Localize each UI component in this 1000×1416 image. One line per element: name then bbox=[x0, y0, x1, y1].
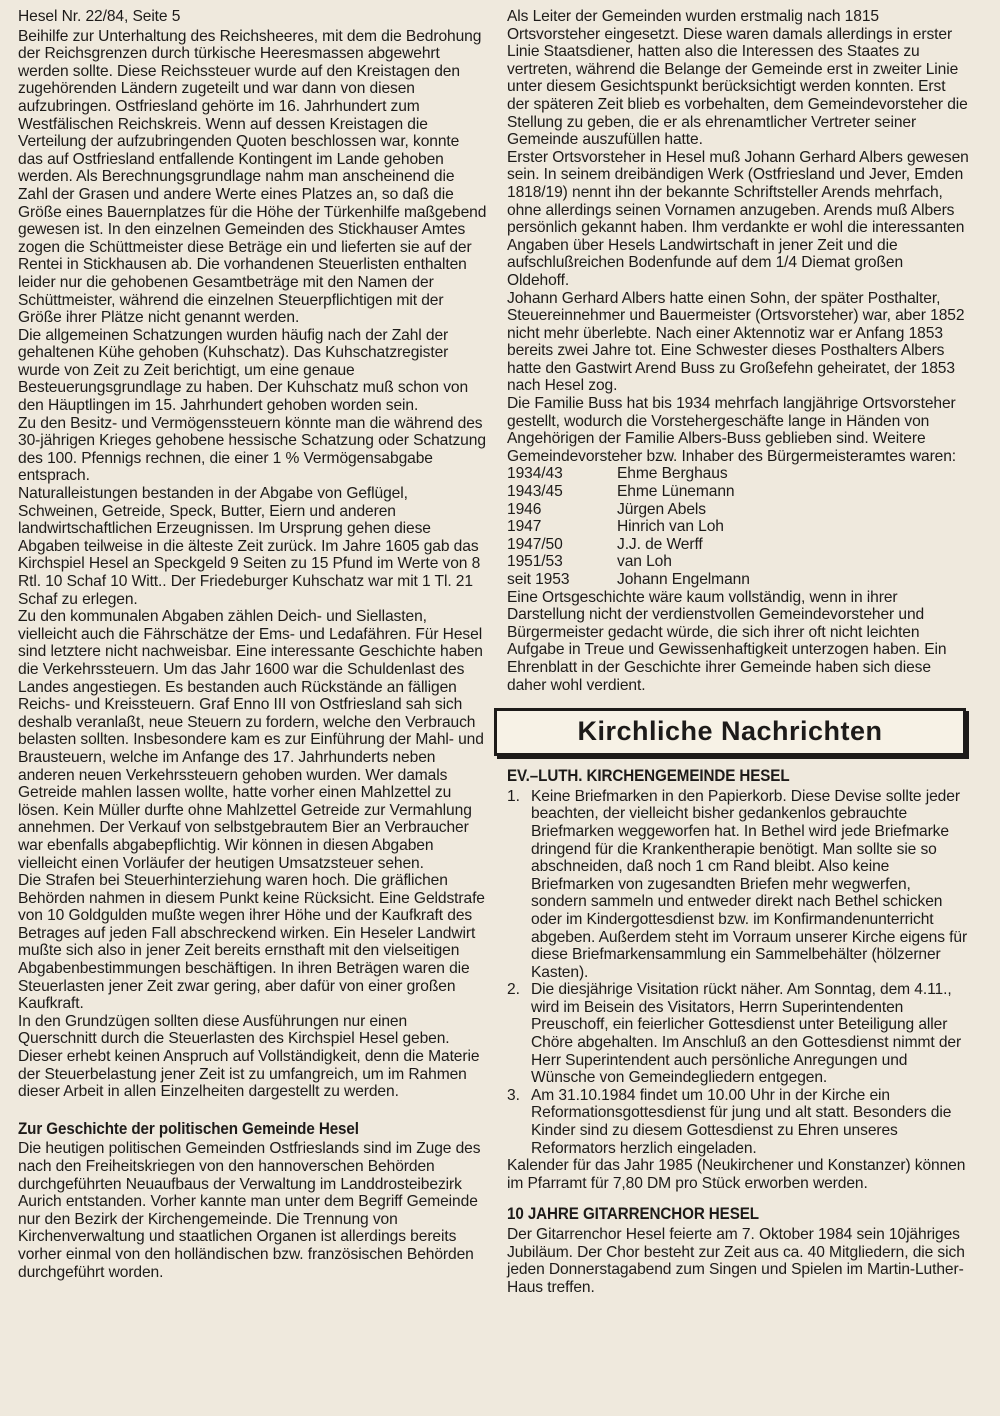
office-holders-list bbox=[507, 465, 969, 588]
item-number: 1. bbox=[507, 787, 520, 805]
office-name: Ehme Berghaus bbox=[617, 465, 728, 483]
office-years: seit 1953 bbox=[507, 571, 570, 588]
paragraph: Der Gitarrenchor Hesel feierte am 7. Oktober 1984 sein 10jähriges Jubiläum. Der Chor besteht zur Zeit aus ca. 40 Mitgliedern, die sich jeden Donnerstagabend zum Singen und Spielen im Martin-Luther-Haus treffen. bbox=[507, 1226, 965, 1296]
item-number: 3. bbox=[507, 1086, 520, 1104]
right-column bbox=[507, 8, 969, 1296]
item-text: Die diesjährige Visitation rückt näher. Am Sonntag, dem 4.11., wird im Beisein des Visitators, Herrn Superintendenten Preuschoff, ein feierlicher Gottesdienst unter Beteiligung aller Chöre abgehalten. Im Anschluß an den Gottesdienst nimmt der Herr Superintendent auch persönliche Anregungen und Wünsche von Gemeindegliedern entgegen. bbox=[531, 981, 962, 1087]
political-community-section bbox=[18, 1140, 488, 1281]
item-text: Keine Briefmarken in den Papierkorb. Diese Devise sollte jeder beachten, der vielleicht bisher gedankenlos gebrauchte Briefmarken weggeworfen hat. In Bethel wird jede Briefmarke dringend für die Krankentherapie benötigt. Man sollte sie so abschneiden, daß noch 1 cm Rand bleibt. Also keine Briefmarken von zugesandten Briefen mehr wegwerfen, sondern sammeln und entweder direkt nach Bethel schicken oder im Kindergottesdienst bzw. im Konfirmandenunterricht abgeben. Außerdem steht im Vorraum unserer Kirche eigens für diese Briefmarkensammlung ein Sammelbehälter (hölzerner Kasten). bbox=[531, 787, 968, 981]
office-holder-row bbox=[507, 483, 969, 501]
left-column bbox=[18, 8, 488, 1281]
paragraph: Die allgemeinen Schatzungen wurden häufig nach der Zahl der gehaltenen Kühe gehoben (Kuhschatz). Das Kuhschatzregister wurde von Zeit zu Zeit berichtigt, um eine genaue Besteuerungsgrundlage zu haben. Der Kuhschatz muß schon von den Häuptlingen im 15. Jahrhundert gehoben worden sein. bbox=[18, 326, 469, 415]
list-item bbox=[507, 1087, 969, 1157]
office-holder-row bbox=[507, 465, 969, 483]
paragraph: In den Grundzügen sollten diese Ausführungen nur einen Querschnitt durch die Steuerlasten des Kirchspiel Hesel geben. Dieser erhebt keinen Anspruch auf Vollständigkeit, denn die Materie der Steuerbelastung jener Zeit ist zu umfangreich, um im Rahmen dieser Arbeit in allen Einzelheiten dargestellt zu werden. bbox=[18, 1012, 480, 1101]
office-holder-row bbox=[507, 501, 969, 519]
paragraph: Eine Ortsgeschichte wäre kaum vollständig, wenn in ihrer Darstellung nicht der verdienstvollen Gemeindevorsteher und Bürgermeister gedacht würde, die sich ihrer oft nicht leichten Aufgabe in Treue und Gewissenhaftigkeit unterzogen haben. Ein Ehrenblatt in der Geschichte ihrer Gemeinde haben sich diese daher wohl verdient. bbox=[507, 588, 947, 694]
page-header: Hesel Nr. 22/84, Seite 5 bbox=[18, 8, 181, 25]
paragraph: Die Familie Buss hat bis 1934 mehrfach langjährige Ortsvorsteher gestellt, wodurch die Vorstehergeschäfte lange in Händen von Angehörigen der Familie Albers-Buss geblieben sind. Weitere Gemeindevorsteher bzw. Inhaber des Bürgermeisteramtes waren: bbox=[507, 395, 957, 465]
banner-title: Kirchliche Nachrichten bbox=[577, 716, 883, 747]
office-holder-row bbox=[507, 553, 969, 571]
tax-history-section bbox=[18, 28, 488, 1101]
office-years: 1943/45 bbox=[507, 483, 563, 501]
paragraph: Zu den kommunalen Abgaben zählen Deich- und Siellasten, vielleicht auch die Fährschätze der Ems- und Ledafähren. Für Hesel sind letztere nicht nachweisbar. Eine interessante Geschichte haben die Verkehrssteuern. Um das Jahr 1600 war die Schuldenlast des Landes angestiegen. Es bestanden auch Rückstände an fälligen Reichs- und Kreissteuern. Graf Enno III von Ostfriesland sah sich deshalb veranlaßt, neue Steuern zu fordern, welche den Verbrauch belasten sollten. Insbesondere kam es zur Einführung der Mahl- und Brausteuern, welche im Anfange des 17. Jahrhunderts neben anderen neuen Verkehrssteuern gehoben wurden. Wer damals Getreide mahlen lassen wollte, hatte vorher einen Mahlzettel zu lösen. Kein Müller durfte ohne Mahlzettel Getreide zur Vermahlung annehmen. Der Verkauf von selbstgebrautem Bier an Verbraucher war ebenfalls abgabepflichtig. Wir können in diesen Abgaben vielleicht einen Vorläufer der heutigen Umsatzsteuer sehen. bbox=[18, 608, 484, 872]
office-name: Jürgen Abels bbox=[617, 500, 706, 518]
community-leaders-section bbox=[507, 8, 969, 465]
paragraph: Naturalleistungen bestanden in der Abgabe von Geflügel, Schweinen, Getreide, Speck, Butter, Eiern und anderen landwirtschaftlichen Erzeugnissen. Im Ursprung gehen diese Abgaben teilweise in die älteste Zeit zurück. Im Jahre 1605 gab das Kirchspiel Hesel an Speckgeld 9 Seiten zu 15 Pfund im Werte von 8 Rtl. 10 Schaf 10 Witt.. Der Friedeburger Kuhschatz war mit 1 Tl. 21 Schaf zu erlegen. bbox=[18, 485, 481, 608]
office-name: van Loh bbox=[617, 553, 672, 571]
section-heading-gitarrenchor: 10 JAHRE GITARRENCHOR HESEL bbox=[507, 1205, 759, 1224]
office-years: 1951/53 bbox=[507, 553, 563, 571]
office-name: Hinrich van Loh bbox=[617, 518, 724, 536]
office-holder-row bbox=[507, 571, 969, 589]
office-name: Johann Engelmann bbox=[617, 571, 750, 588]
paragraph: Die heutigen politischen Gemeinden Ostfrieslands sind im Zuge des nach den Freiheitskriegen von den hannoverschen Behörden durchgeführten Neuaufbaus der Verwaltung im Landdrosteibezirk Aurich entstanden. Vorher kannte man unter dem Begriff Gemeinde nur den Bezirk der Kirchengemeinde. Die Trennung von Kirchenverwaltung und staatlichen Organen ist allerdings bereits vorher einmal von den holländischen bzw. französischen Behörden durchgeführt worden. bbox=[18, 1140, 481, 1281]
list-item bbox=[507, 981, 969, 1087]
office-holder-row bbox=[507, 536, 969, 554]
paragraph: Erster Ortsvorsteher in Hesel muß Johann Gerhard Albers gewesen sein. In seinem dreibändigen Werk (Ostfriesland und Jever, Emden 1818/19) nennt ihn der bekannte Schriftsteller Arends mehrfach, ohne allerdings seinen Vornamen anzugeben. Arends muß Albers persönlich gekannt haben. Ihm verdankte er wohl die interessanten Angaben über Hesels Landwirtschaft in jener Zeit und die aufschlußreichen Bodenfunde auf dem 1/4 Diemat großen Oldehoff. bbox=[507, 148, 969, 289]
calendar-note: Kalender für das Jahr 1985 (Neukirchener und Konstanzer) können im Pfarramt für 7,80 DM pro Stück erworben werden. bbox=[507, 1157, 966, 1192]
paragraph: Johann Gerhard Albers hatte einen Sohn, der später Posthalter, Steuereinnehmer und Bauermeister (Ortsvorsteher) war, aber 1852 nicht mehr überlebte. Nach einer Aktennotiz war er Anfang 1853 bereits zwei Jahre tot. Eine Schwester dieses Posthalters Albers hatte den Gastwirt Arend Buss zu Großefehn geheiratet, der 1853 nach Hesel zog. bbox=[507, 289, 965, 395]
office-years: 1947 bbox=[507, 518, 542, 536]
church-news-banner bbox=[494, 708, 966, 756]
list-item bbox=[507, 788, 969, 982]
paragraph: Beihilfe zur Unterhaltung des Reichsheeres, mit dem die Bedrohung der Reichsgrenzen durch türkische Heeresmassen abgewehrt werden sollte. Diese Reichssteuer wurde auf den Kreistagen den zugehörenden Ländern zugeteilt und war dann von diesen aufzubringen. Ostfriesland gehörte im 16. Jahrhundert zum Westfälischen Reichskreis. Wenn auf dessen Kreistagen die Verteilung der aufzubringenden Quoten beschlossen war, konnte das auf Ostfriesland entfallende Kontingent im Lande gehoben werden. Als Berechnungsgrundlage nahm man anscheinend die Zahl der Grasen und andere Werte eines Platzes an, so daß die Größe eines Bauernplatzes für die Höhe der Türkenhilfe maßgebend gewesen ist. In den einzelnen Gemeinden des Stickhauser Amtes zogen die Schüttmeister diese Beträge ein und lieferten sie auf der Rentei in Stickhausen ab. Die vorhandenen Steuerlisten enthalten leider nur die gehobenen Gesamtbeträge mit den Namen der Schüttmeister, während die einzelnen Steuerpflichtigen mit der Größe ihrer Plätze nicht genannt werden. bbox=[18, 27, 487, 327]
office-holder-row bbox=[507, 518, 969, 536]
paragraph: Zu den Besitz- und Vermögenssteuern könnte man die während des 30-jährigen Krieges gehobene hessische Schatzung oder Schatzung des 100. Pfennigs rechnen, die einer 1 % Vermögensabgabe entsprach. bbox=[18, 414, 486, 485]
section-heading-politische-gemeinde: Zur Geschichte der politischen Gemeinde Hesel bbox=[18, 1119, 359, 1138]
item-number: 2. bbox=[507, 981, 520, 999]
office-name: Ehme Lünemann bbox=[617, 483, 735, 501]
office-years: 1947/50 bbox=[507, 535, 563, 553]
office-name: J.J. de Werff bbox=[617, 535, 703, 553]
paragraph: Die Strafen bei Steuerhinterziehung waren hoch. Die gräflichen Behörden nahmen in diesem Punkt keine Rücksicht. Eine Geldstrafe von 10 Goldgulden mußte wegen ihrer Höhe und der Kaufkraft des Betrages auf jeden Fall abschreckend wirken. Ein Heseler Landwirt mußte sich also in jener Zeit bereits ernsthaft mit den vielseitigen Abgabenbestimmungen beschäftigen. In ihren Beträgen waren die Steuerlasten jener Zeit zwar gering, aber dafür von einer großen Kaufkraft. bbox=[18, 872, 485, 1013]
item-text: Am 31.10.1984 findet um 10.00 Uhr in der Kirche ein Reformationsgottesdienst für jung und alt statt. Besonders die Kinder sind zu diesem Gottesdienst zu Ehren unseres Reformators herzlich eingeladen. bbox=[531, 1086, 952, 1157]
church-news-list bbox=[507, 788, 969, 1157]
office-years: 1934/43 bbox=[507, 465, 563, 483]
office-years: 1946 bbox=[507, 500, 542, 518]
section-heading-kirchengemeinde: EV.–LUTH. KIRCHENGEMEINDE HESEL bbox=[507, 767, 790, 786]
paragraph: Als Leiter der Gemeinden wurden erstmalig nach 1815 Ortsvorsteher eingesetzt. Diese waren damals allerdings in erster Linie Staatsdiener, hatten also die Interessen des Staates zu vertreten, während die Belange der Gemeinde erst in zweiter Linie unter diesem Gesichtspunkt berücksichtigt werden konnten. Erst der späteren Zeit blieb es vorbehalten, dem Gemeindevorsteher die Stellung zu geben, die er als ehrenamtlicher Vertreter seiner Gemeinde auszufüllen hatte. bbox=[507, 8, 968, 149]
